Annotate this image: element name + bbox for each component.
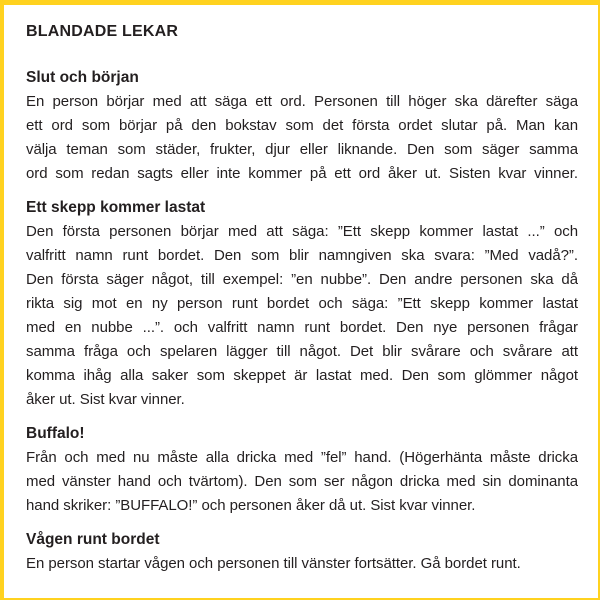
body-line: Den första säger något, till exempel: ”en nubbe”. Den andre personen ska då [26,271,578,288]
body-line: hand skriker: ”BUFFALO!” och personen åker då ut. Sist kvar vinner. [26,497,476,514]
document-content [26,20,578,586]
page-title: BLANDADE LEKAR [26,23,179,40]
section-heading: Ett skepp kommer lastat [26,199,206,216]
body-line: En person startar vågen och personen till vänster fortsätter. Gå bordet runt. [26,555,521,572]
body-line: Från och med nu måste alla dricka med ”fel” hand. (Högerhänta måste dricka [26,449,578,466]
body-line: Den första personen börjar med att säga: ”Ett skepp kommer lastat ...” och [26,223,578,240]
section-heading: Slut och början [26,69,139,86]
body-line: rikta sig mot en ny person runt bordet och säga: ”Ett skepp kommer lastat [26,295,578,312]
body-line: välja teman som städer, frukter, djur eller liknande. Den som säger samma [26,141,578,158]
section-buffalo [26,422,578,518]
section-slut-och-borjan [26,66,578,186]
section-vagen-runt-bordet [26,528,578,576]
body-line: komma ihåg alla saker som skeppet är lastat med. Den som glömmer något [26,367,578,384]
body-line: ett ord som börjar på den bokstav som det första ordet slutar på. Man kan [26,117,578,134]
body-line: åker ut. Sist kvar vinner. [26,391,185,408]
section-heading: Vågen runt bordet [26,531,160,548]
body-line: ord som redan sagts eller inte kommer på ett ord åker ut. Sisten kvar vinner. [26,165,578,182]
section-heading: Buffalo! [26,425,85,442]
body-line: valfritt namn runt bordet. Den som blir namngiven ska svara: ”Med vadå?”. [26,247,578,264]
section-ett-skepp-kommer-lastat [26,196,578,412]
body-line: med vänster hand och tvärtom). Den som ser någon dricka med sin dominanta [26,473,578,490]
body-line: En person börjar med att säga ett ord. Personen till höger ska därefter säga [26,93,578,110]
body-line: med en nubbe ...”. och valfritt namn runt bordet. Den nye personen frågar [26,319,578,336]
body-line: samma fråga och spelaren lägger till något. Det blir svårare och svårare att [26,343,578,360]
